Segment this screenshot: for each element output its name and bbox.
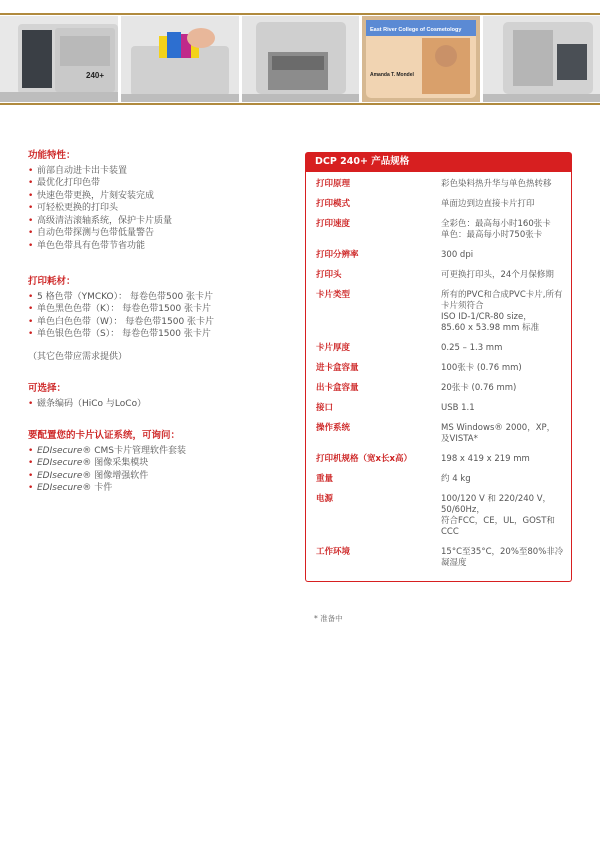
list-item: • 高级清洁滚轴系统，保护卡片质量 <box>28 215 298 228</box>
spec-row <box>306 380 571 400</box>
photo-banner <box>0 0 600 108</box>
spec-label: 接口 <box>316 403 334 413</box>
item-text: 图像采集模块 <box>91 458 149 468</box>
spec-label: 打印机规格（宽x长x高） <box>316 454 412 464</box>
ribbon-change-photo <box>121 16 239 102</box>
spec-value: MS Windows® 2000，XP， 及VISTA* <box>441 423 556 444</box>
spec-row <box>306 340 571 360</box>
spec-value: 约 4 kg <box>441 474 471 484</box>
spec-label: 打印头 <box>316 270 342 280</box>
brand-name: EDIsecure® <box>37 445 92 456</box>
options-list <box>28 398 298 411</box>
features-title: 功能特性： <box>28 150 76 161</box>
spec-row <box>306 451 571 471</box>
spec-value: 300 dpi <box>441 250 474 260</box>
spec-label: 进卡盒容量 <box>316 363 359 373</box>
spec-value: 198 x 419 x 219 mm <box>441 454 530 464</box>
spec-body <box>305 172 572 582</box>
printer-front-photo <box>0 16 118 102</box>
banner-top-rule <box>0 13 600 15</box>
list-item <box>28 482 298 495</box>
ediseue-list <box>28 445 298 495</box>
item-text: 图像增强软件 <box>91 470 149 481</box>
spec-value: 单面边到边直接卡片打印 <box>441 199 535 209</box>
list-item: • 单色银色色带（S）： 每卷色带1500 张卡片 <box>28 328 298 341</box>
spec-label: 工作环境 <box>316 547 351 557</box>
spec-row <box>306 491 571 544</box>
list-item <box>28 470 298 483</box>
id-card-photo <box>362 16 480 102</box>
spec-label: 打印模式 <box>316 199 351 209</box>
spec-row <box>306 544 571 575</box>
spec-label: 操作系统 <box>316 423 351 433</box>
brand-name: EDIsecure® <box>37 458 92 468</box>
spec-table <box>305 152 572 582</box>
features-list <box>28 165 298 253</box>
brand-name: EDIsecure® <box>37 483 92 493</box>
list-item: • 单色色带具有色带节省功能 <box>28 240 298 253</box>
spec-row <box>306 360 571 380</box>
banner-bottom-rule <box>0 103 600 105</box>
item-text: CMS卡片管理软件套装 <box>91 445 187 456</box>
list-item: • 自动色带探测与色带低量警告 <box>28 227 298 240</box>
spec-row <box>306 176 571 196</box>
spec-label: 卡片厚度 <box>316 343 351 353</box>
spec-row <box>306 196 571 216</box>
spec-row <box>306 420 571 451</box>
spec-label: 打印分辨率 <box>316 250 359 260</box>
ediseue-title: 要配置您的卡片认证系统，可询问： <box>28 430 181 441</box>
spec-label: 出卡盒容量 <box>316 383 359 393</box>
spec-label: 电源 <box>316 494 334 504</box>
spec-row <box>306 287 571 340</box>
spec-row <box>306 247 571 267</box>
spec-row <box>306 400 571 420</box>
list-item: • 快速色带更换，片刻安装完成 <box>28 190 298 203</box>
consumables-note: （其它色带应需求提供） <box>28 351 128 362</box>
consumables-section <box>28 276 298 363</box>
spec-row <box>306 267 571 287</box>
spec-row <box>306 471 571 491</box>
spec-value: 全彩色：最高每小时160张卡 单色：最高每小时750张卡 <box>441 219 551 240</box>
card-school-text: East River College of Cosmetology <box>370 27 462 33</box>
list-item: • 5 格色带（YMCKO）： 每卷色带500 张卡片 <box>28 291 298 304</box>
spec-value: 15°C至35°C，20%至80%非冷凝湿度 <box>441 547 564 568</box>
consumables-list <box>28 291 298 341</box>
printer-side-photo <box>483 16 600 102</box>
spec-value: 100/120 V 和 220/240 V， 50/60Hz， 符合FCC，CE，UL，GOST和CCC <box>441 494 555 537</box>
list-item: • 最优化打印色带 <box>28 177 298 190</box>
spec-row <box>306 216 571 247</box>
list-item: • 单色白色色带（W）： 每卷色带1500 张卡片 <box>28 316 298 329</box>
consumables-title: 打印耗材： <box>28 276 76 287</box>
left-column <box>28 150 298 509</box>
list-item: • 单色黑色色带（K）： 每卷色带1500 张卡片 <box>28 303 298 316</box>
spec-value: 彩色染料热升华与单色热转移 <box>441 179 552 189</box>
list-item: • 可轻松更换的打印头 <box>28 202 298 215</box>
printer-open-photo <box>242 16 360 102</box>
list-item: • 前部自动进卡出卡装置 <box>28 165 298 178</box>
spec-value: 0.25 – 1.3 mm <box>441 343 503 353</box>
options-section <box>28 383 298 410</box>
spec-value: 100张卡 (0.76 mm) <box>441 363 522 373</box>
ediseue-section <box>28 430 298 495</box>
spec-value: 20张卡 (0.76 mm) <box>441 383 517 393</box>
list-item: • 磁条编码（HiCo 与LoCo） <box>28 398 298 411</box>
card-name-text: Amanda T. Mondel <box>370 72 415 78</box>
spec-value: 所有的PVC和合成PVC卡片,所有卡片须符合 ISO ID-1/CR-80 size， 85.60 x 53.98 mm 标准 <box>441 290 563 333</box>
spec-title: DCP 240+ 产品规格 <box>305 152 572 172</box>
spec-footnote: * 准备中 <box>314 614 343 623</box>
brand-name: EDIsecure® <box>37 470 92 481</box>
spec-label: 重量 <box>316 474 334 484</box>
options-title: 可选择： <box>28 383 67 394</box>
item-text: 卡件 <box>91 483 113 493</box>
list-item <box>28 457 298 470</box>
features-section <box>28 150 298 252</box>
list-item <box>28 445 298 458</box>
spec-label: 卡片类型 <box>316 290 351 300</box>
spec-value: USB 1.1 <box>441 403 475 413</box>
printer-badge: 240+ <box>86 71 105 80</box>
spec-label: 打印原理 <box>316 179 351 189</box>
spec-label: 打印速度 <box>316 219 351 229</box>
spec-value: 可更换打印头，24个月保修期 <box>441 270 554 280</box>
